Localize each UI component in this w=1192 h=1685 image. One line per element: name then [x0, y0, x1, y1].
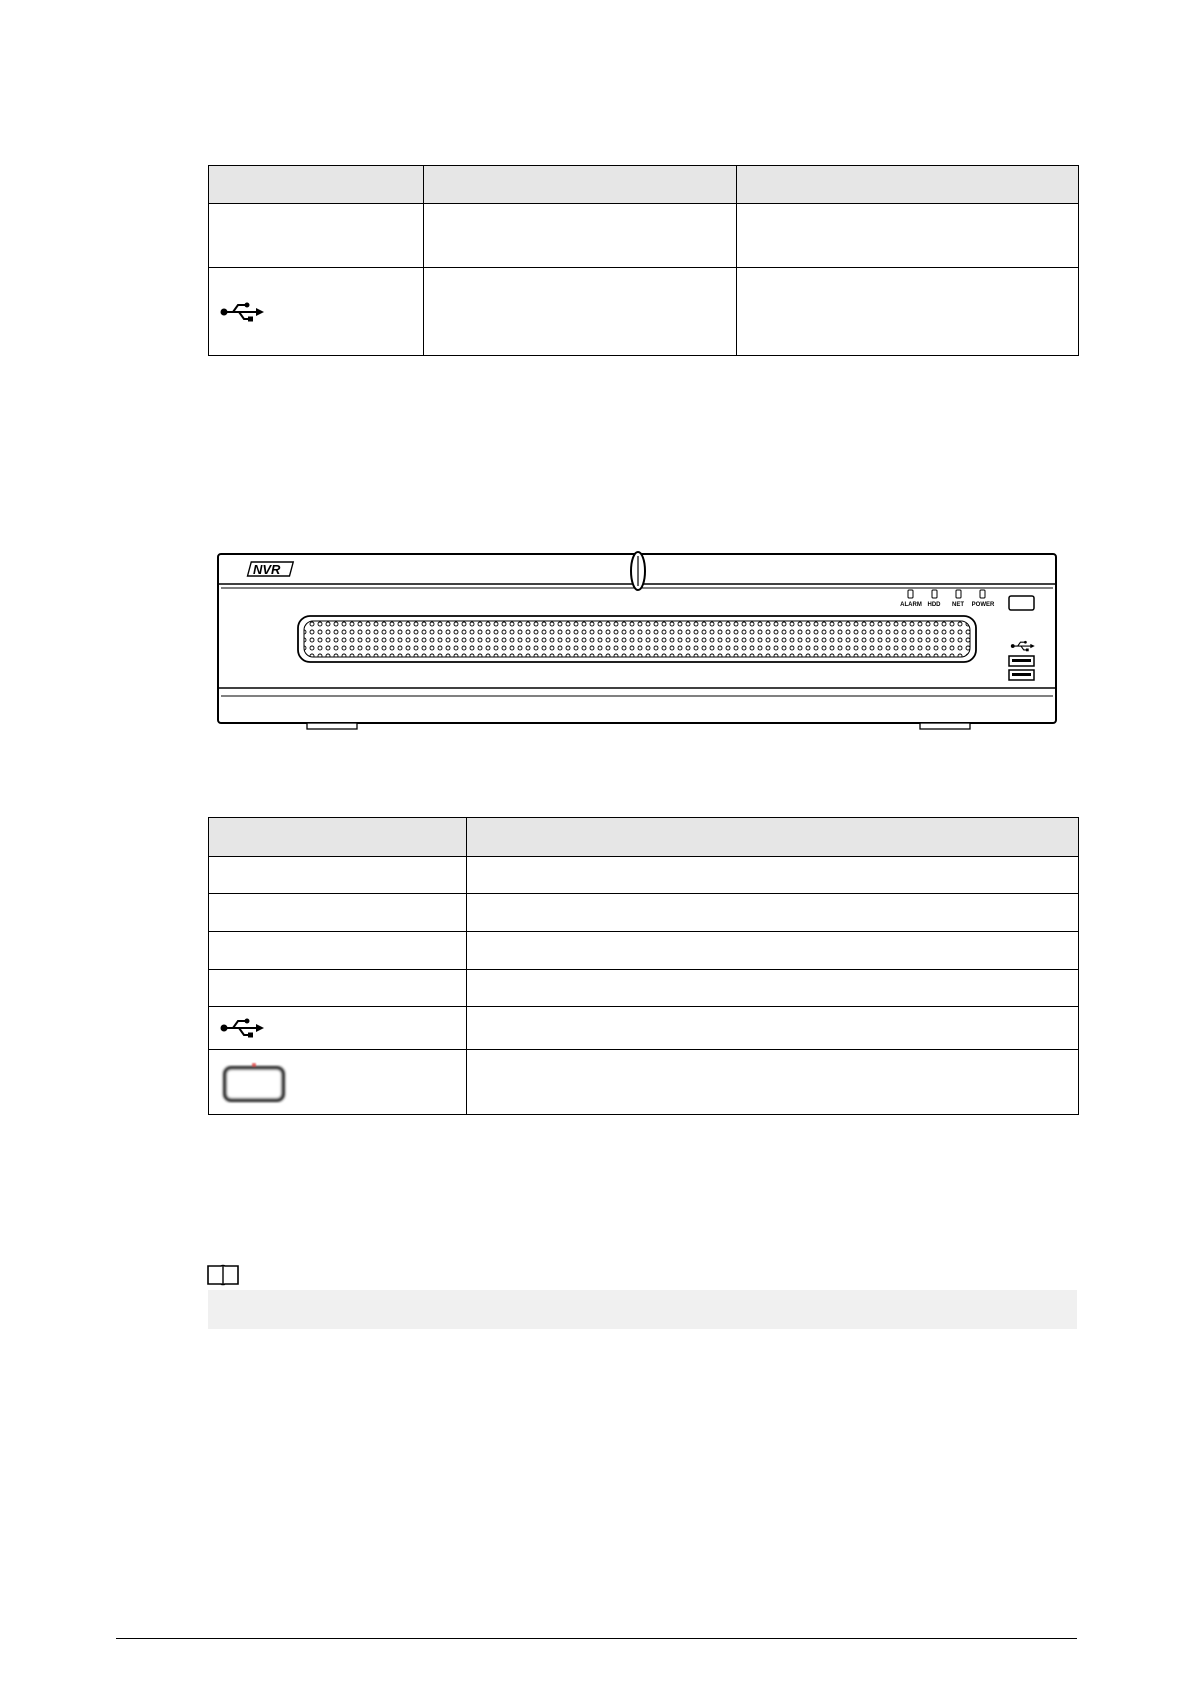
usb-port	[1009, 670, 1034, 680]
table-row	[209, 268, 1079, 356]
table-header-cell	[424, 166, 737, 204]
table-cell	[467, 932, 1079, 970]
usb-port	[1009, 656, 1034, 666]
footer-divider	[116, 1638, 1077, 1639]
usb-icon	[219, 301, 413, 323]
table-row	[209, 970, 1079, 1007]
indicator-label-net: NET	[952, 602, 964, 608]
table-cell	[467, 894, 1079, 932]
indicator-label-hdd: HDD	[927, 602, 941, 608]
table-cell	[209, 970, 467, 1007]
table-cell	[209, 857, 467, 894]
table-row	[209, 932, 1079, 970]
table-header-cell	[467, 818, 1079, 857]
usb-icon	[219, 1017, 456, 1039]
table-cell	[467, 857, 1079, 894]
table-cell	[209, 932, 467, 970]
table-cell	[467, 1050, 1079, 1115]
book-icon	[205, 1262, 241, 1293]
table-cell	[424, 268, 737, 356]
svg-text:NVR: NVR	[253, 562, 281, 577]
table-cell	[209, 204, 424, 268]
table-cell	[737, 268, 1079, 356]
table-header-row	[209, 166, 1079, 204]
table-header-cell	[209, 166, 424, 204]
table-row	[209, 204, 1079, 268]
ventilation-grille	[298, 616, 976, 662]
indicator-label-alarm: ALARM	[900, 602, 922, 608]
table-cell	[209, 268, 424, 356]
table-cell	[467, 970, 1079, 1007]
table-row	[209, 894, 1079, 932]
power-button-icon	[219, 1059, 456, 1105]
table-header-row	[209, 818, 1079, 857]
power-button	[1009, 596, 1034, 610]
note-box	[208, 1290, 1077, 1329]
table-cell	[467, 1007, 1079, 1050]
table-row	[209, 1007, 1079, 1050]
table-cell	[209, 1007, 467, 1050]
nvr-front-panel	[212, 548, 1062, 738]
port-table-top	[208, 165, 1079, 356]
table-row	[209, 857, 1079, 894]
table-cell	[424, 204, 737, 268]
table-header-cell	[737, 166, 1079, 204]
table-cell	[209, 894, 467, 932]
table-cell	[737, 204, 1079, 268]
latch-icon	[631, 552, 645, 590]
port-table-bottom	[208, 817, 1079, 1115]
table-cell	[209, 1050, 467, 1115]
table-header-cell	[209, 818, 467, 857]
table-row	[209, 1050, 1079, 1115]
indicator-label-power: POWER	[971, 602, 995, 608]
